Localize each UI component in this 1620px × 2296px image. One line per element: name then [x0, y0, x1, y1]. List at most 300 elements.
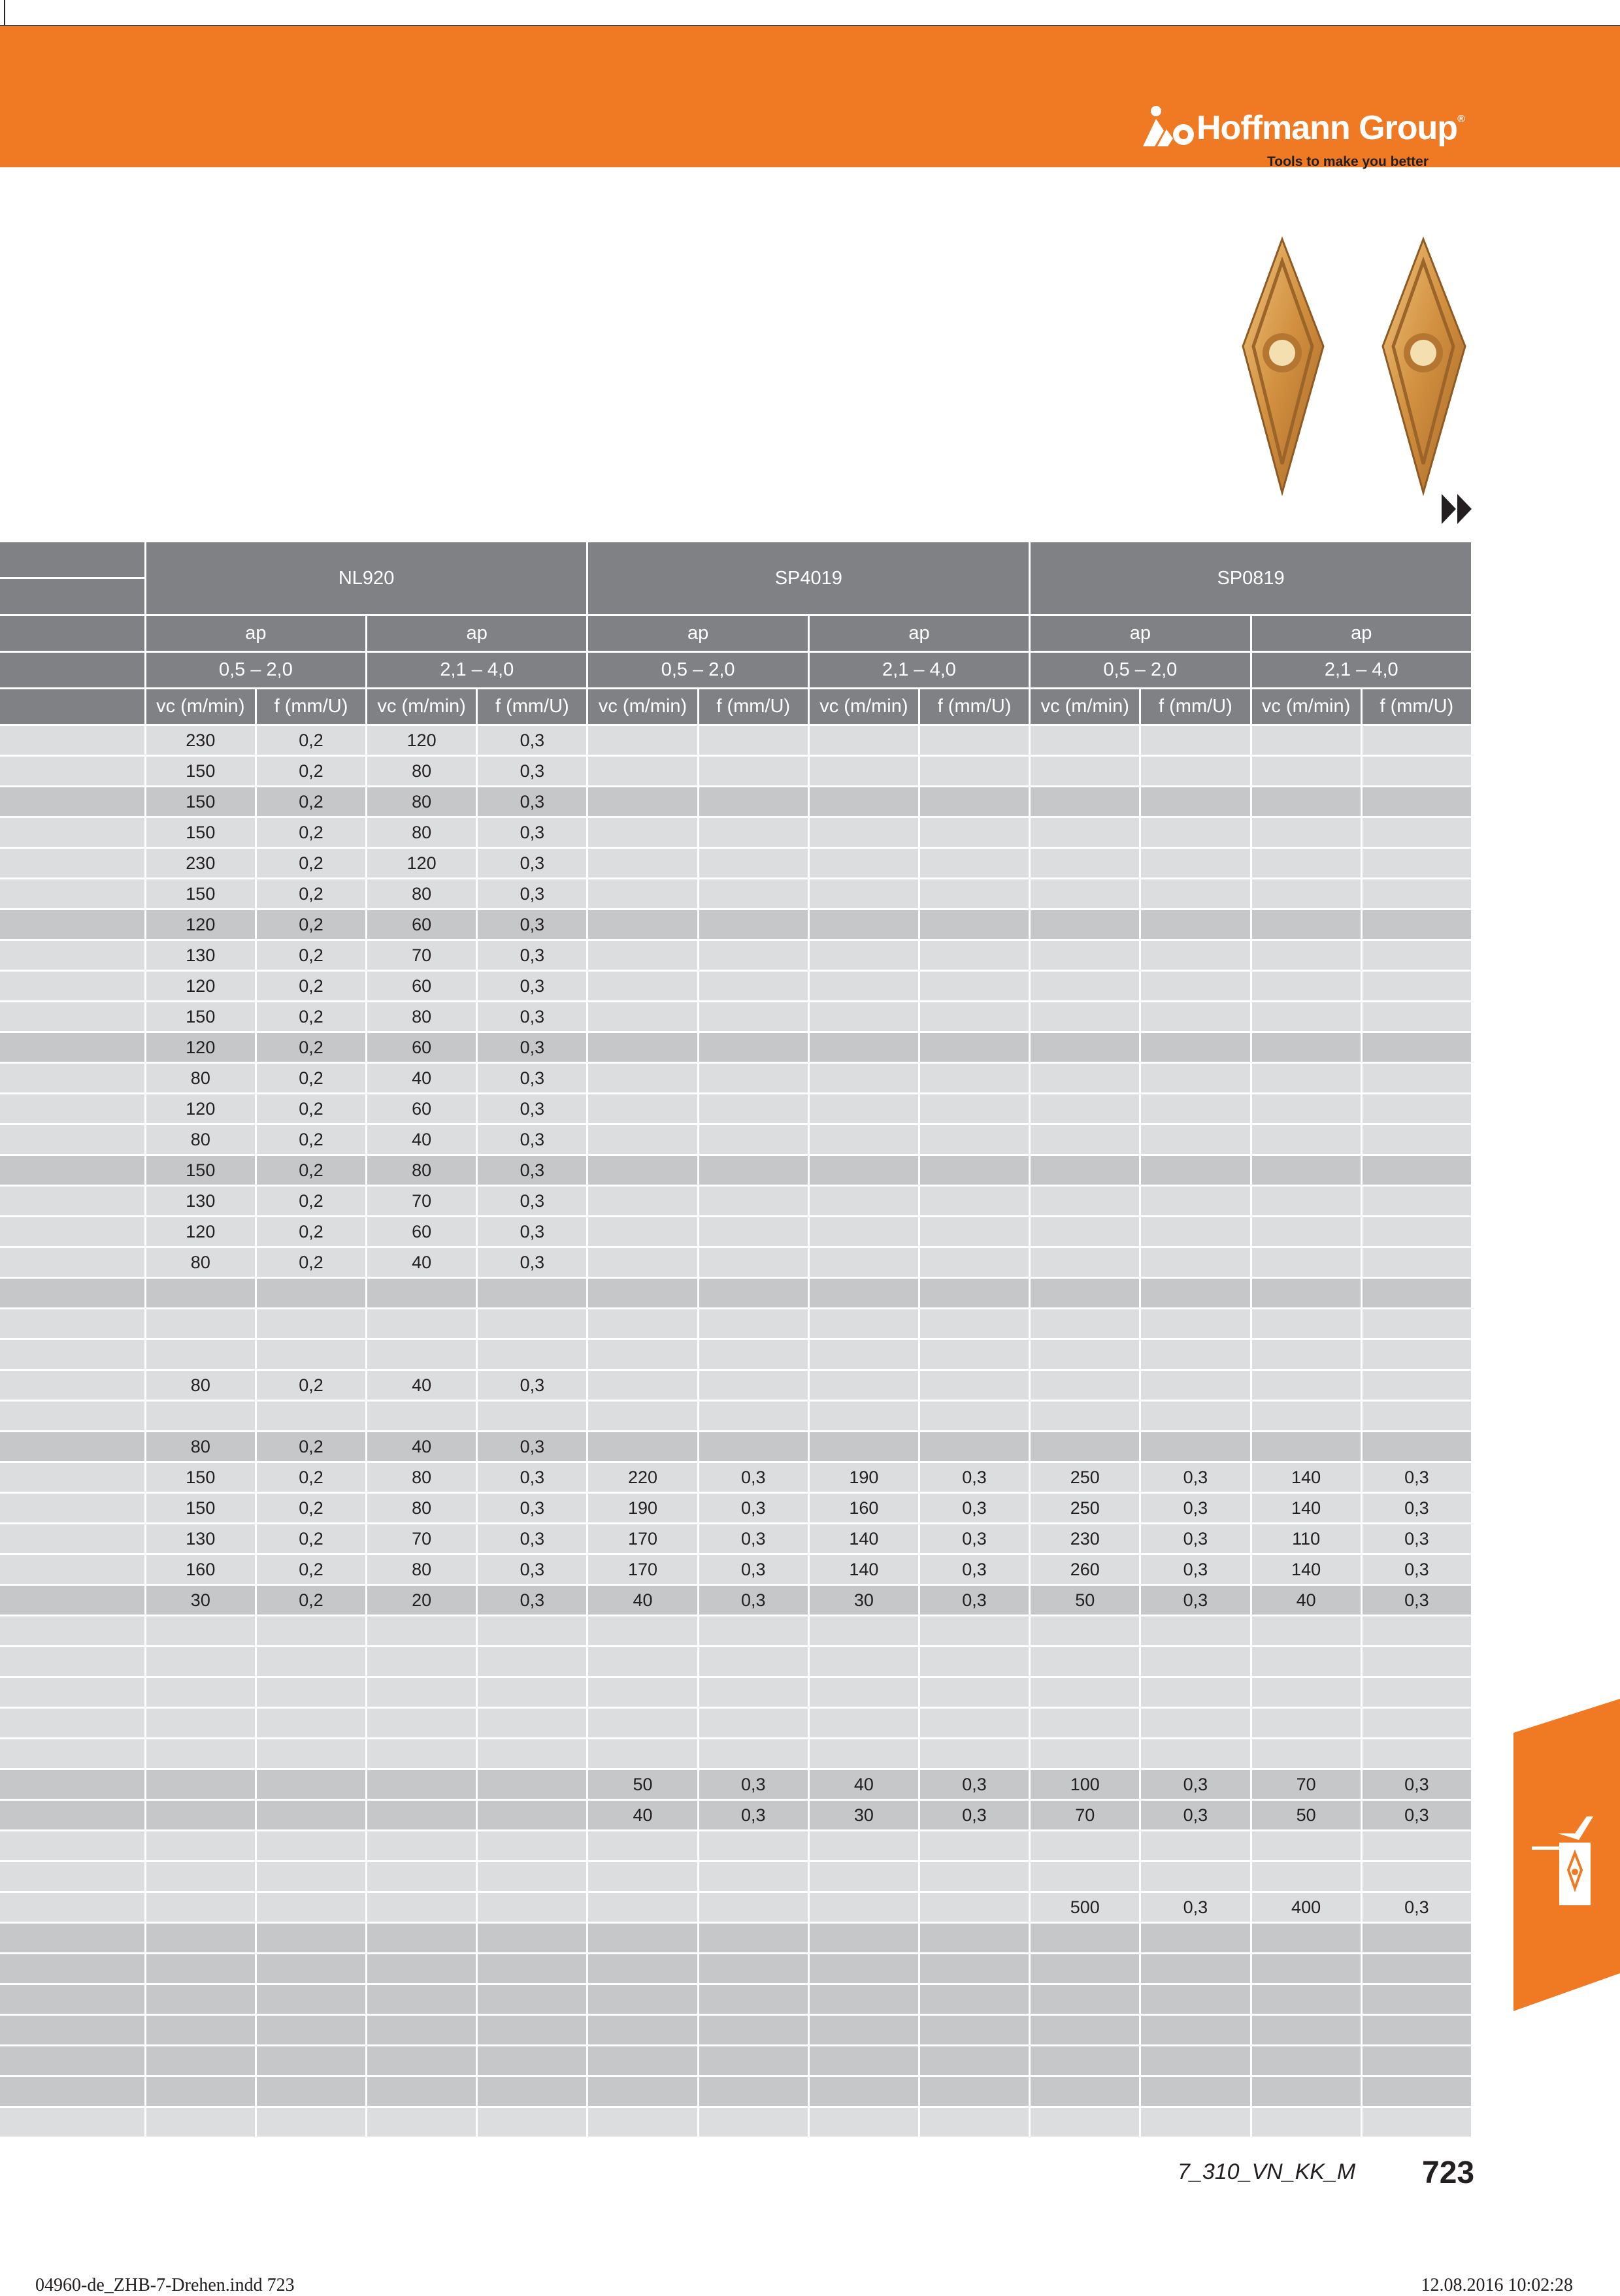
vc-cell — [1251, 1309, 1361, 1339]
f-cell — [256, 1401, 366, 1432]
vc-cell — [808, 2046, 919, 2076]
column-header: vc (m/min) — [587, 689, 698, 725]
f-cell: 0,3 — [477, 1124, 587, 1155]
vc-cell — [145, 1309, 256, 1339]
vc-cell: 140 — [1251, 1493, 1361, 1524]
vc-cell: 80 — [145, 1247, 256, 1278]
f-cell — [698, 1708, 808, 1739]
vc-cell — [587, 1923, 698, 1954]
f-cell — [1140, 1923, 1251, 1954]
f-cell — [1140, 1739, 1251, 1769]
f-cell: 0,3 — [477, 1094, 587, 1124]
f-cell — [919, 1616, 1029, 1647]
f-cell — [1361, 1032, 1472, 1063]
f-cell — [698, 1278, 808, 1309]
f-cell: 0,3 — [1361, 1554, 1472, 1585]
f-cell — [256, 1831, 366, 1861]
f-cell — [1361, 1831, 1472, 1861]
table-row — [0, 1032, 1472, 1063]
f-cell: 0,2 — [256, 1217, 366, 1247]
vc-cell — [367, 1769, 477, 1800]
vc-cell — [808, 1954, 919, 1984]
f-cell — [1140, 1309, 1251, 1339]
vc-cell — [1030, 1309, 1140, 1339]
f-cell — [477, 1739, 587, 1769]
f-cell — [256, 1616, 366, 1647]
vc-cell — [1251, 2076, 1361, 2107]
f-cell — [1140, 1217, 1251, 1247]
vc-cell — [367, 1892, 477, 1923]
vc-cell — [1030, 1861, 1140, 1892]
row-stub-cell — [0, 787, 145, 817]
f-cell — [698, 1370, 808, 1401]
f-cell: 0,3 — [919, 1769, 1029, 1800]
f-cell — [919, 1954, 1029, 1984]
table-row — [0, 1002, 1472, 1032]
f-cell — [698, 1401, 808, 1432]
vc-cell: 170 — [587, 1554, 698, 1585]
vc-cell — [145, 1923, 256, 1954]
f-cell — [1140, 1002, 1251, 1032]
vc-cell — [1030, 1186, 1140, 1217]
f-cell — [1140, 1278, 1251, 1309]
vc-cell — [1030, 879, 1140, 910]
vc-cell — [587, 725, 698, 756]
f-cell — [1361, 787, 1472, 817]
f-cell — [919, 1124, 1029, 1155]
vc-cell — [145, 1401, 256, 1432]
f-cell — [477, 1831, 587, 1861]
table-row — [0, 1708, 1472, 1739]
f-cell: 0,2 — [256, 1462, 366, 1493]
vc-cell — [587, 1984, 698, 2015]
row-stub-cell — [0, 1984, 145, 2015]
f-cell — [698, 725, 808, 756]
row-stub-cell — [0, 1002, 145, 1032]
f-cell: 0,3 — [477, 1032, 587, 1063]
f-cell — [698, 1124, 808, 1155]
f-cell — [477, 1647, 587, 1677]
f-cell — [477, 2015, 587, 2046]
f-cell — [698, 1309, 808, 1339]
vc-cell: 150 — [145, 787, 256, 817]
f-cell — [919, 1831, 1029, 1861]
vc-cell: 80 — [145, 1124, 256, 1155]
table-row — [0, 1769, 1472, 1800]
f-cell — [919, 1247, 1029, 1278]
f-cell — [477, 1616, 587, 1647]
vc-cell — [1030, 1124, 1140, 1155]
vc-cell — [808, 1247, 919, 1278]
vc-cell — [145, 1831, 256, 1861]
f-cell — [477, 1278, 587, 1309]
f-cell — [477, 1984, 587, 2015]
f-cell — [477, 1769, 587, 1800]
vc-cell — [1030, 848, 1140, 879]
vc-cell — [587, 910, 698, 940]
f-cell: 0,3 — [477, 910, 587, 940]
page-number: 723 — [1422, 2156, 1475, 2190]
vc-cell: 40 — [367, 1247, 477, 1278]
vc-cell — [367, 1984, 477, 2015]
vc-cell: 230 — [1030, 1524, 1140, 1554]
vc-cell — [1030, 1217, 1140, 1247]
f-cell — [919, 2046, 1029, 2076]
vc-cell: 80 — [367, 1155, 477, 1186]
table-row — [0, 1984, 1472, 2015]
vc-cell — [808, 1923, 919, 1954]
insert-product-images — [1229, 235, 1490, 497]
f-cell — [1361, 1278, 1472, 1309]
f-cell — [919, 1217, 1029, 1247]
f-cell: 0,2 — [256, 971, 366, 1002]
row-stub-cell — [0, 1831, 145, 1861]
f-cell — [919, 971, 1029, 1002]
vc-cell — [1251, 817, 1361, 848]
row-stub-cell — [0, 1309, 145, 1339]
f-cell — [1361, 879, 1472, 910]
vc-cell: 70 — [367, 1524, 477, 1554]
vc-cell: 60 — [367, 1032, 477, 1063]
f-cell — [919, 1032, 1029, 1063]
f-cell — [919, 1186, 1029, 1217]
vc-cell — [808, 910, 919, 940]
f-cell — [1140, 1861, 1251, 1892]
f-cell: 0,3 — [1140, 1524, 1251, 1554]
table-row — [0, 1370, 1472, 1401]
vc-cell — [1030, 1954, 1140, 1984]
f-cell: 0,3 — [1140, 1769, 1251, 1800]
row-stub-cell — [0, 1063, 145, 1094]
row-stub-cell — [0, 1124, 145, 1155]
vc-cell: 120 — [367, 725, 477, 756]
table-row — [0, 848, 1472, 879]
vc-cell — [1030, 1247, 1140, 1278]
f-cell — [256, 2046, 366, 2076]
ap-header-row — [0, 615, 1472, 652]
vc-cell — [1030, 1647, 1140, 1677]
table-row — [0, 1954, 1472, 1984]
f-cell: 0,3 — [1361, 1769, 1472, 1800]
f-cell — [1361, 848, 1472, 879]
f-cell — [919, 1861, 1029, 1892]
vc-cell — [587, 2046, 698, 2076]
vc-cell: 30 — [145, 1585, 256, 1616]
stub-header-cell — [0, 615, 145, 652]
f-cell: 0,2 — [256, 1063, 366, 1094]
f-cell: 0,3 — [698, 1554, 808, 1585]
vc-cell: 120 — [145, 1094, 256, 1124]
vc-cell: 160 — [808, 1493, 919, 1524]
f-cell — [1140, 879, 1251, 910]
f-cell — [256, 2015, 366, 2046]
f-cell — [1361, 910, 1472, 940]
vc-cell — [1030, 1002, 1140, 1032]
vc-cell — [145, 1708, 256, 1739]
row-stub-cell — [0, 1647, 145, 1677]
f-cell: 0,3 — [1140, 1493, 1251, 1524]
f-cell — [1361, 1370, 1472, 1401]
vc-cell: 60 — [367, 971, 477, 1002]
f-cell — [1361, 1432, 1472, 1462]
f-cell: 0,2 — [256, 1094, 366, 1124]
f-cell — [256, 1800, 366, 1831]
vc-cell — [1251, 1984, 1361, 2015]
f-cell — [256, 1923, 366, 1954]
vc-cell: 60 — [367, 1217, 477, 1247]
row-stub-cell — [0, 1923, 145, 1954]
vc-cell — [587, 1954, 698, 1984]
table-row — [0, 1063, 1472, 1094]
f-cell — [1140, 1401, 1251, 1432]
f-cell: 0,3 — [919, 1585, 1029, 1616]
vc-cell — [1030, 817, 1140, 848]
vc-cell — [1030, 1432, 1140, 1462]
chapter-tab-turning[interactable] — [1513, 1699, 1620, 2011]
row-stub-cell — [0, 879, 145, 910]
f-cell — [919, 1278, 1029, 1309]
vc-cell — [587, 940, 698, 971]
vc-cell — [367, 1861, 477, 1892]
ap-label: ap — [587, 615, 808, 652]
f-cell — [919, 1063, 1029, 1094]
vc-cell — [808, 1401, 919, 1432]
f-cell — [919, 2107, 1029, 2138]
f-cell — [698, 910, 808, 940]
table-row — [0, 2107, 1472, 2138]
vc-cell — [808, 1677, 919, 1708]
f-cell: 0,2 — [256, 725, 366, 756]
f-cell — [477, 2076, 587, 2107]
f-cell — [1140, 1124, 1251, 1155]
f-cell: 0,3 — [477, 1462, 587, 1493]
f-cell — [1140, 1954, 1251, 1984]
f-cell — [1140, 2015, 1251, 2046]
column-header: f (mm/U) — [698, 689, 808, 725]
f-cell: 0,3 — [477, 971, 587, 1002]
table-row — [0, 2015, 1472, 2046]
vc-cell: 80 — [145, 1432, 256, 1462]
row-stub-cell — [0, 1892, 145, 1923]
insert-image-left — [1243, 239, 1323, 493]
f-cell: 0,2 — [256, 1524, 366, 1554]
vc-cell: 70 — [367, 1186, 477, 1217]
row-stub-cell — [0, 910, 145, 940]
row-stub-cell — [0, 1954, 145, 1984]
vc-cell: 150 — [145, 1002, 256, 1032]
f-cell — [919, 1155, 1029, 1186]
vc-cell — [367, 1954, 477, 1984]
vc-cell — [1251, 1647, 1361, 1677]
column-header: f (mm/U) — [256, 689, 366, 725]
vc-cell — [1030, 971, 1140, 1002]
vc-cell: 40 — [587, 1800, 698, 1831]
vc-cell — [145, 1278, 256, 1309]
f-cell — [1361, 1155, 1472, 1186]
vc-cell: 80 — [145, 1063, 256, 1094]
table-row — [0, 1462, 1472, 1493]
f-cell — [1140, 756, 1251, 787]
vc-cell — [808, 1278, 919, 1309]
vc-cell: 130 — [145, 1524, 256, 1554]
grade-header: SP4019 — [587, 542, 1030, 615]
f-cell — [1140, 1984, 1251, 2015]
vc-cell — [808, 971, 919, 1002]
f-cell — [919, 1923, 1029, 1954]
f-cell: 0,3 — [919, 1554, 1029, 1585]
f-cell: 0,3 — [1140, 1462, 1251, 1493]
f-cell — [1140, 2046, 1251, 2076]
table-row — [0, 1124, 1472, 1155]
f-cell — [1140, 1186, 1251, 1217]
vc-cell — [367, 1739, 477, 1769]
f-cell: 0,3 — [919, 1800, 1029, 1831]
row-stub-cell — [0, 1401, 145, 1432]
f-cell: 0,3 — [1361, 1462, 1472, 1493]
vc-cell — [808, 1831, 919, 1861]
vc-cell — [1030, 2076, 1140, 2107]
f-cell: 0,2 — [256, 1432, 366, 1462]
f-cell — [1361, 1861, 1472, 1892]
vc-cell — [587, 817, 698, 848]
vc-cell — [1251, 1063, 1361, 1094]
table-row — [0, 1585, 1472, 1616]
hoffmann-group-logo — [1136, 71, 1476, 175]
table-row — [0, 1739, 1472, 1769]
vc-cell — [808, 1002, 919, 1032]
f-cell — [919, 756, 1029, 787]
vc-cell — [1251, 1954, 1361, 1984]
vc-cell — [808, 787, 919, 817]
vc-cell — [367, 2076, 477, 2107]
vc-cell: 230 — [145, 725, 256, 756]
table-body — [0, 725, 1472, 2138]
row-stub-cell — [0, 2076, 145, 2107]
vc-cell — [1030, 1155, 1140, 1186]
vc-cell — [1251, 879, 1361, 910]
table-row — [0, 1432, 1472, 1462]
f-cell — [256, 1984, 366, 2015]
f-cell: 0,3 — [477, 1186, 587, 1217]
vc-cell: 400 — [1251, 1892, 1361, 1923]
vc-cell — [1030, 1063, 1140, 1094]
vc-cell — [145, 1616, 256, 1647]
ap-range: 2,1 – 4,0 — [1251, 652, 1472, 689]
vc-cell — [587, 1708, 698, 1739]
f-cell — [698, 1432, 808, 1462]
table-row — [0, 940, 1472, 971]
vc-cell — [808, 1309, 919, 1339]
f-cell: 0,3 — [919, 1462, 1029, 1493]
vc-cell — [367, 1677, 477, 1708]
vc-cell — [1030, 1831, 1140, 1861]
grade-header-row — [0, 542, 1472, 578]
f-cell: 0,3 — [477, 879, 587, 910]
f-cell: 0,3 — [1361, 1524, 1472, 1554]
column-header: vc (m/min) — [1251, 689, 1361, 725]
f-cell: 0,3 — [477, 1524, 587, 1554]
f-cell — [1361, 940, 1472, 971]
vc-cell: 110 — [1251, 1524, 1361, 1554]
vc-cell — [1251, 1739, 1361, 1769]
f-cell: 0,3 — [477, 787, 587, 817]
vc-cell: 20 — [367, 1585, 477, 1616]
vc-cell: 80 — [367, 879, 477, 910]
f-cell — [698, 1094, 808, 1124]
f-cell: 0,3 — [698, 1524, 808, 1554]
row-stub-cell — [0, 1769, 145, 1800]
table-row — [0, 817, 1472, 848]
f-cell — [256, 1739, 366, 1769]
vc-cell — [367, 1708, 477, 1739]
row-stub-cell — [0, 1493, 145, 1524]
f-cell: 0,2 — [256, 1493, 366, 1524]
vc-cell — [587, 1432, 698, 1462]
vc-cell — [367, 2015, 477, 2046]
vc-cell — [1251, 1094, 1361, 1124]
vc-cell: 60 — [367, 910, 477, 940]
vc-cell — [1251, 725, 1361, 756]
vc-cell — [587, 1247, 698, 1278]
vc-cell: 80 — [367, 1554, 477, 1585]
vc-cell — [808, 1984, 919, 2015]
f-cell: 0,3 — [477, 1493, 587, 1524]
f-cell — [919, 1984, 1029, 2015]
f-cell — [1140, 1063, 1251, 1094]
f-cell: 0,3 — [1361, 1585, 1472, 1616]
f-cell — [1361, 1647, 1472, 1677]
f-cell: 0,3 — [1361, 1493, 1472, 1524]
f-cell — [698, 1002, 808, 1032]
f-cell — [1140, 848, 1251, 879]
vc-cell — [1030, 1032, 1140, 1063]
range-header-row — [0, 652, 1472, 689]
table-row — [0, 1247, 1472, 1278]
vc-cell — [367, 1831, 477, 1861]
vc-cell — [587, 1739, 698, 1769]
vc-cell — [367, 1401, 477, 1432]
f-cell — [698, 787, 808, 817]
table-row — [0, 1923, 1472, 1954]
vc-cell: 40 — [1251, 1585, 1361, 1616]
vc-cell: 150 — [145, 817, 256, 848]
vc-cell: 50 — [1030, 1585, 1140, 1616]
vc-cell — [587, 1831, 698, 1861]
vc-cell — [1251, 1247, 1361, 1278]
f-cell: 0,3 — [698, 1462, 808, 1493]
vc-cell — [1251, 1002, 1361, 1032]
vc-cell — [808, 1032, 919, 1063]
f-cell — [698, 1247, 808, 1278]
vc-cell: 150 — [145, 879, 256, 910]
vc-cell — [1251, 787, 1361, 817]
f-cell: 0,2 — [256, 940, 366, 971]
f-cell — [919, 1002, 1029, 1032]
vc-cell — [367, 1278, 477, 1309]
f-cell: 0,3 — [477, 1247, 587, 1278]
vc-cell — [145, 2107, 256, 2138]
f-cell: 0,2 — [256, 787, 366, 817]
vc-cell — [587, 1278, 698, 1309]
f-cell — [1140, 1708, 1251, 1739]
f-cell — [1140, 1094, 1251, 1124]
f-cell — [256, 1677, 366, 1708]
f-cell — [477, 1954, 587, 1984]
vc-cell — [1030, 1370, 1140, 1401]
footer-product-code: 7_310_VN_KK_M — [1178, 2159, 1356, 2184]
vc-cell — [1030, 1278, 1140, 1309]
vc-cell: 30 — [808, 1800, 919, 1831]
